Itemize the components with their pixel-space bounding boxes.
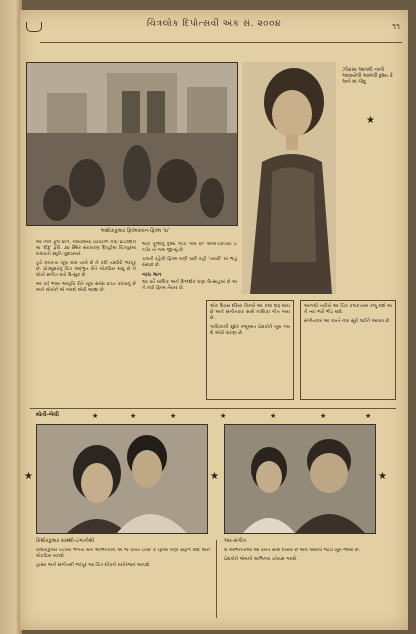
actress-portrait [242, 62, 336, 294]
page-number: ૧૧ [392, 22, 400, 31]
header-rule [40, 42, 402, 43]
top-left-photo [26, 62, 238, 226]
paragraph: આ વર્ષે માલિક અને દિગ્દર્શક ઘણા ઉત્સાહમાં છે અને નવી ફિલ્મ તૈયાર છે. [142, 280, 237, 291]
top-left-caption: અશોકકુમાર ફિલ્મસ્તાન-ફિલ્મ 'સ' [100, 228, 170, 234]
paragraph: ગાયિકાની સુંદર રજૂઆત પ્રેક્ષકોને ખૂબ ગમશે એવી ધારણા છે. [210, 325, 290, 336]
star-icon: ★ [270, 412, 277, 420]
couple-scene [37, 425, 207, 533]
section-divider [30, 408, 396, 409]
paragraph: પ્રેક્ષકોને એમનો અભિનય ચોક્કસ ગમશે. [224, 557, 298, 562]
right-text-column-1 [206, 300, 294, 400]
bottom-left-caption: કિશોરકુમાર સાથ્થી-ઇંગાનીથી [36, 538, 95, 544]
star-icon: ★ [170, 412, 177, 420]
left-text-column [36, 240, 136, 404]
paragraph: સંગીતકાર આ વખતે નવા સૂરો લઈને આવ્યા છે. [304, 319, 391, 324]
paragraph: આ વર્ષ ભવ્ય આવૃત્તિ રીતે ખૂબ સરસ પ્રાપ્ત કરવાનું છે અને લોકોને એ ગમશે એવી આશા છે. [36, 282, 136, 293]
star-icon: ★ [210, 471, 219, 482]
bottom-left-label: મોતી-બેલી [36, 412, 59, 418]
star-icon: ★ [130, 412, 137, 420]
star-icon: ★ [320, 412, 327, 420]
bottom-right-text-column [224, 548, 396, 618]
actors-scene [225, 425, 375, 533]
star-icon: ★ [378, 471, 387, 482]
middle-subhead: નાચ ગાન [142, 272, 162, 278]
procession-scene [27, 63, 237, 225]
paragraph: આગલી તારીખે આ ચિત્ર કલકત્તામાં રજૂ થશે અને ત્યાં ભારે ભીડ થશે. [304, 304, 392, 315]
paragraph: એક પૂજાનું દૃશ્ય ગાડી ગામ છે! ઓલ-ઇન્ડિયા ઇન્ડોર તો ગામ જીત્યું છે. [142, 242, 237, 253]
top-right-photo [242, 62, 336, 294]
right-text-column-2 [300, 300, 396, 400]
bottom-left-text-column [36, 548, 210, 618]
star-icon: ★ [24, 471, 33, 482]
top-right-caption: ઝીરાસા આગલી નાની આવાયેલી આગલી દૃશ્ય કે અને માં જેવું [342, 68, 393, 85]
paragraph: હવે કલકત્તા ખૂબ કામ ચાલે છે ને કદી તસ્વીરો ભરપૂર છે. પ્રોડ્યૂસરનું ચિત્ર અદ્ભુત રીતે લોકપ્રિય થયું છે ને લોકો સંગીત માટે ઉત્સુક છે. [36, 261, 136, 278]
paragraph: કિશોરકુમાર ચિત્રમાં ભગતા મને અભિનેત્રીને એ જ વખતે ઇચ્છે કે ફિલ્મ ઘણી સફળ થશે અને લોકપ્રિય બનશે. [36, 548, 210, 559]
paragraph: આ ગિન ફૂલ ૬૯૧, નોબાલિયા ઇંટરટોળ નવા પ્રોડક્શનમાં 'દીદું' ફરી. ૭૪ સ્થિર સરકારણ દિલ્હીમાં ચિત્રપુરમાં બંધાવતી સ્મૃતિ ખુશખબર. [36, 240, 136, 257]
bottom-right-photo [224, 424, 376, 534]
star-icon: ★ [366, 115, 375, 126]
magazine-page [20, 10, 408, 630]
paragraph: એક દિવસ દરિયા કિનારે આ કથા શરૂ થાય છે અને સંગીતકાર સાથે નાયિકા ગીત ગાય છે. [210, 304, 290, 321]
bottom-left-photo [36, 424, 208, 534]
bottom-right-caption: અર-સંગીત [224, 538, 247, 544]
star-icon: ★ [92, 412, 99, 420]
star-icon: ★ [220, 412, 227, 420]
paragraph: ચલતી રહેલી ફિલ્મ ઘણી પછી કહી 'તમારી' માં ભાડું રસપ્રદ છે. [142, 257, 237, 268]
paragraph: બે અભિનેતાઓ આ વખતે સાથે દેખાય છે અને એમની જોડી ખૂબ જામી છે. [224, 548, 361, 553]
previous-page-edge [0, 0, 22, 634]
star-icon: ★ [365, 412, 372, 420]
masthead: ચિત્રલોક દિપોત્સવી અંક સં. ૨૦૦૪ [146, 19, 282, 29]
column-divider [216, 540, 217, 618]
paragraph: હાસ્ય અને સંગીતથી ભરપૂર આ ચિત્ર દરેકને મનોરંજન આપશે. [36, 563, 151, 568]
